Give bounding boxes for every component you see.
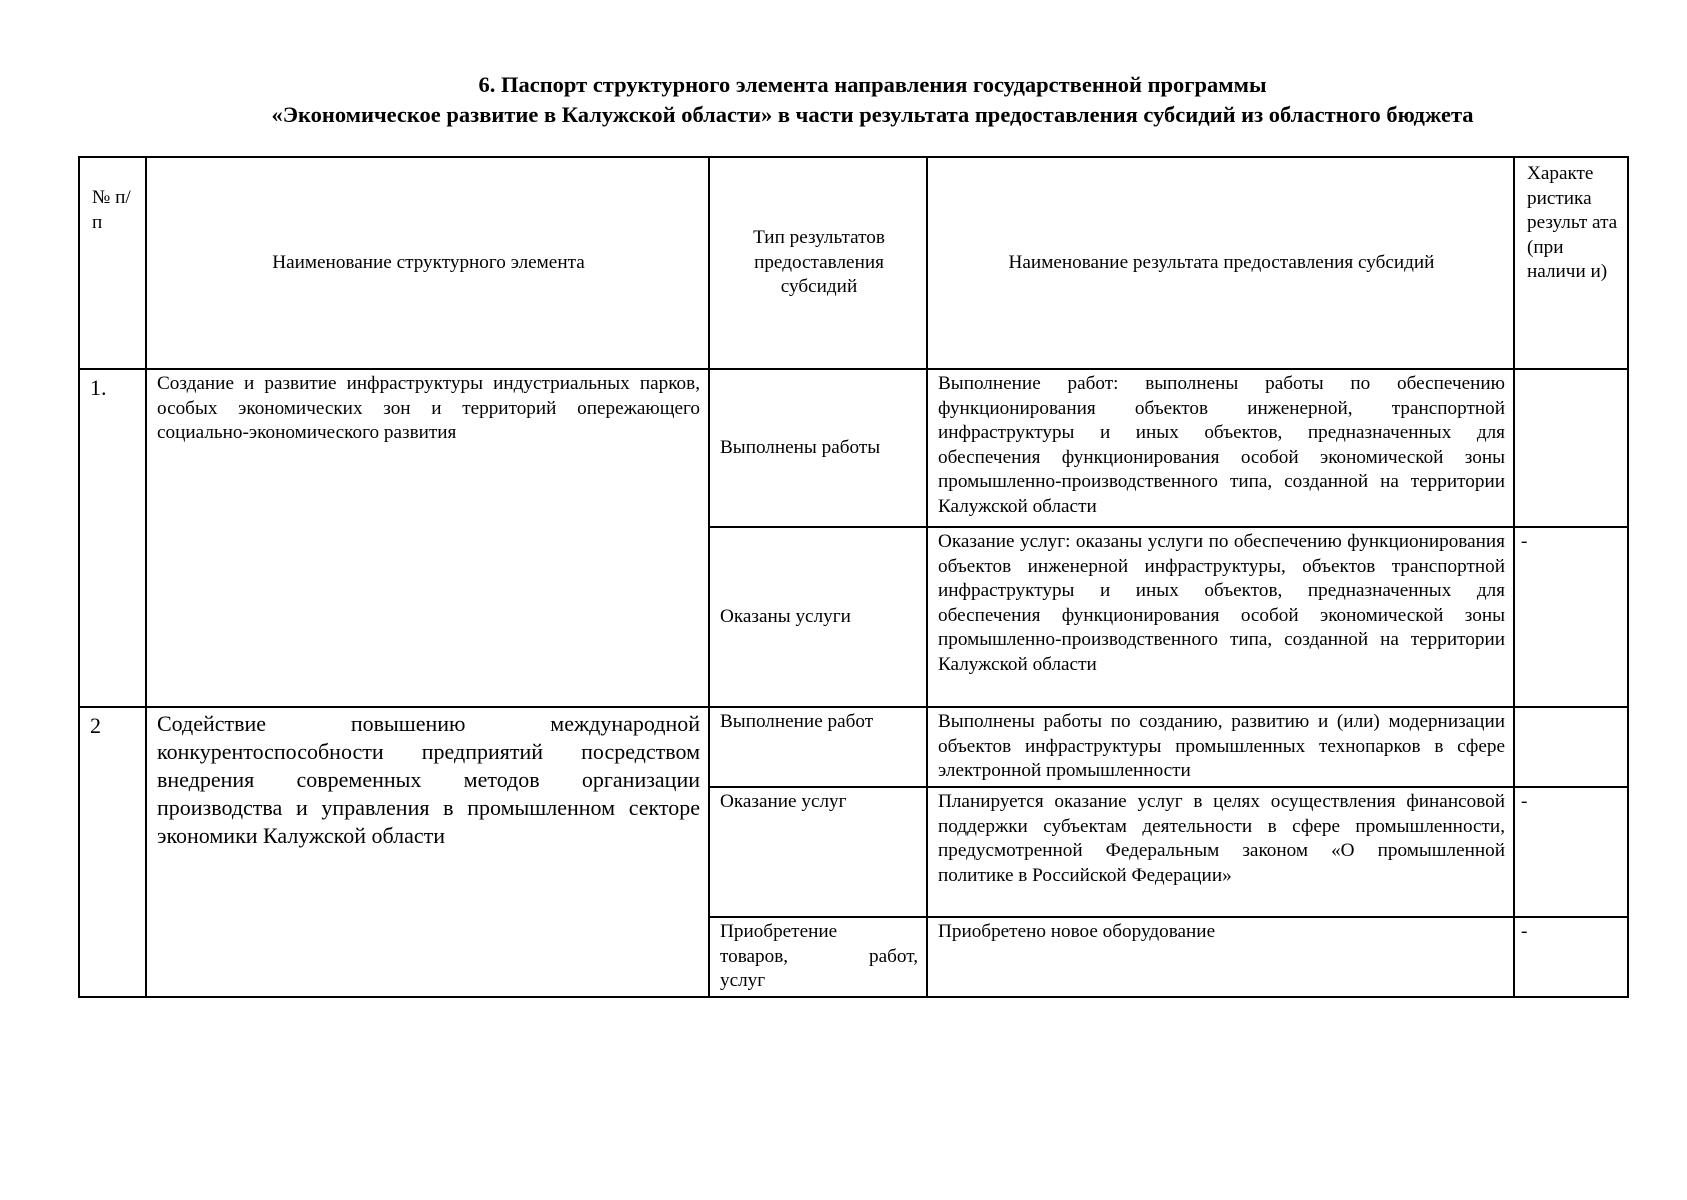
document-heading — [0, 70, 1687, 130]
result-name: Приобретено новое оборудование — [927, 917, 1514, 997]
result-characteristic: - — [1514, 917, 1628, 997]
result-name: Выполнены работы по созданию, развитию и (или) модернизации объектов инфраструктуры промышленных технопарков в сфере электронной промышленности — [927, 707, 1514, 787]
header-element: Наименование структурного элемента — [146, 157, 709, 369]
result-name: Выполнение работ: выполнены работы по обеспечению функционирования объектов инженерной, транспортной инфраструктуры и иных объектов, предназначенных для обеспечения функционирования особой экономической зоны промышленно-производственного типа, созданной на территории Калужской области — [927, 369, 1514, 527]
result-name: Планируется оказание услуг в целях осуществления финансовой поддержки субъектам деятельности в сфере промышленности, предусмотренной Федеральным законом «О промышленной политике в Российской Федерации» — [927, 787, 1514, 917]
result-characteristic — [1514, 707, 1628, 787]
result-type-line: товаров, — [720, 945, 789, 967]
result-type-line: работ, — [869, 945, 918, 967]
result-characteristic: - — [1514, 787, 1628, 917]
result-type: Оказаны услуги — [709, 527, 927, 707]
table-row — [79, 369, 1628, 527]
result-characteristic — [1514, 369, 1628, 527]
heading-line-1: 6. Паспорт структурного элемента направления государственной программы — [478, 72, 1267, 97]
header-result: Наименование результата предоставления субсидий — [927, 157, 1514, 369]
header-type: Тип результатов предоставления субсидий — [709, 157, 927, 369]
heading-line-2: «Экономическое развитие в Калужской области» в части результата предоставления субсидий из областного бюджета — [271, 102, 1474, 127]
passport-table — [78, 156, 1629, 998]
result-type: Выполнение работ — [709, 707, 927, 787]
result-type: Выполнены работы — [709, 369, 927, 527]
result-name: Оказание услуг: оказаны услуги по обеспечению функционирования объектов инженерной инфраструктуры, объектов транспортной инфраструктуры и иных объектов, предназначенных для обеспечения функционирования особой экономической зоны промышленно-производственного типа, созданной на территории Калужской области — [927, 527, 1514, 707]
result-type-line: Приобретение — [720, 921, 838, 942]
table-row — [79, 707, 1628, 787]
result-type: Оказание услуг — [709, 787, 927, 917]
row-number: 1. — [79, 369, 146, 707]
table-header-row — [79, 157, 1628, 369]
result-type-line: услуг — [720, 970, 766, 991]
result-type — [709, 917, 927, 997]
structural-element-name: Содействие повышению международной конкурентоспособности предприятий посредством внедрения современных методов организации производства и управления в промышленном секторе экономики Калужской области — [146, 707, 709, 997]
result-characteristic: - — [1514, 527, 1628, 707]
row-number: 2 — [79, 707, 146, 997]
header-characteristic: Характе ристика результ ата (при наличи и) — [1514, 157, 1628, 369]
header-num: № п/п — [79, 157, 146, 369]
structural-element-name: Создание и развитие инфраструктуры индустриальных парков, особых экономических зон и территорий опережающего социально-экономического развития — [146, 369, 709, 707]
